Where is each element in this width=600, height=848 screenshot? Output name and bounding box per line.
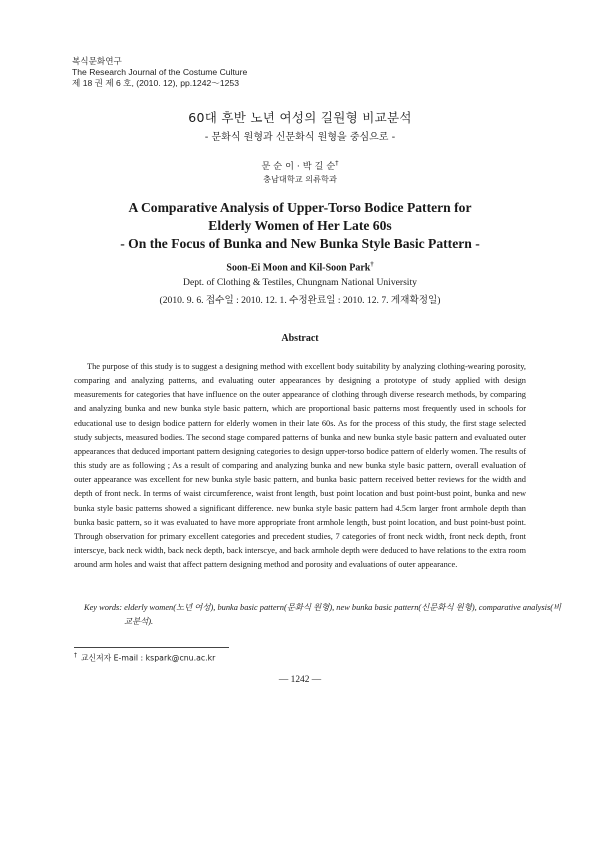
page-number: — 1242 —	[278, 675, 322, 685]
english-title-line-2: Elderly Women of Her Late 60s	[208, 218, 392, 233]
abstract-body: The purpose of this study is to suggest a designing method with excellent body suitability by analyzing clothing-wearing porosity, comparing and analyzing patterns, and evaluating outer appearances by designing a prototype of study applied with design measurements for categories that have influence on the outer appearance of clothing through diverse research methods, by comparing and analyzing bunka and new bunka style basic pattern, which are proportional basic patterns most frequently used in schools for educational use to design bodice pattern for elderly women in their late 60s. As for the process of this study, the first stage selected study subjects, measured bodies. The second stage compared patterns of bunka and new bunka style basic pattern and evaluated outer appearances that deduced important pattern designing categories to design upper-torso bodice pattern of elderly women. The results of this study are as following ; As a result of comparing and analyzing bunka and new bunka style basic pattern, overall evaluation of outer appearance was excellent for new bunka style basic pattern, and bunka basic pattern received better reviews for the width and depth of front neck. In terms of waist circumference, waist front length, bust point location and bust point-bust point, bunka and new bunka style basic patterns showed a significant difference. new bunka style basic pattern had 4.5cm larger front armhole depth than bunka basic pattern, so it was evaluated to have more appropriate front armhole length, bust point location, and bust point-bust point. Through observation for primary excellent categories and precedent studies, 7 categories of front neck width, front neck depth, front interscye, back neck width, back neck depth, back interscye, and back armhole depth were deduced to have relations to the extra room around arm holes and waist that affect pattern designing method and porosity and evaluations of outer appearance.	[74, 362, 526, 570]
corresponding-author-mark: †	[335, 158, 339, 167]
footnote-text: 교신저자 E-mail : kspark@cnu.ac.kr	[81, 653, 216, 663]
korean-subtitle: - 문화식 원형과 신문화식 원형을 중심으로 -	[204, 132, 396, 143]
english-affiliation: Dept. of Clothing & Testiles, Chungnam National University	[183, 277, 417, 288]
keywords: Key words: elderly women(노년 여성), bunka basic pattern(문화식 원형), new bunka basic pattern(신문화식 원형), comparative analysis(비교분석).	[84, 603, 562, 626]
english-subtitle: - On the Focus of Bunka and New Bunka Style Basic Pattern -	[120, 236, 480, 251]
english-author-names: Soon-Ei Moon and Kil-Soon Park	[226, 262, 371, 274]
journal-name-english: The Research Journal of the Costume Culture	[72, 67, 248, 77]
journal-header	[72, 56, 247, 89]
english-title-line-1: A Comparative Analysis of Upper-Torso Bodice Pattern for	[128, 200, 472, 215]
footnote-mark: †	[74, 652, 77, 659]
english-authors	[0, 261, 600, 273]
korean-author-names: 문 순 이 · 박 길 순	[261, 161, 336, 172]
english-title	[0, 199, 600, 253]
corresponding-author-mark: †	[370, 261, 374, 268]
footnote-divider	[74, 647, 229, 648]
journal-issue: 제 18 권 제 6 호, (2010. 12), pp.1242～1253	[72, 78, 239, 88]
korean-authors	[0, 158, 600, 172]
submission-dates: (2010. 9. 6. 접수일 : 2010. 12. 1. 수정완료일 : 2010. 12. 7. 게재확정일)	[159, 295, 441, 306]
korean-title: 60대 후반 노년 여성의 길원형 비교분석	[188, 110, 412, 125]
footnote	[74, 652, 215, 664]
journal-name-korean: 복식문화연구	[72, 56, 122, 66]
korean-affiliation: 충남대학교 의류학과	[263, 174, 337, 184]
abstract-heading: Abstract	[281, 333, 319, 344]
